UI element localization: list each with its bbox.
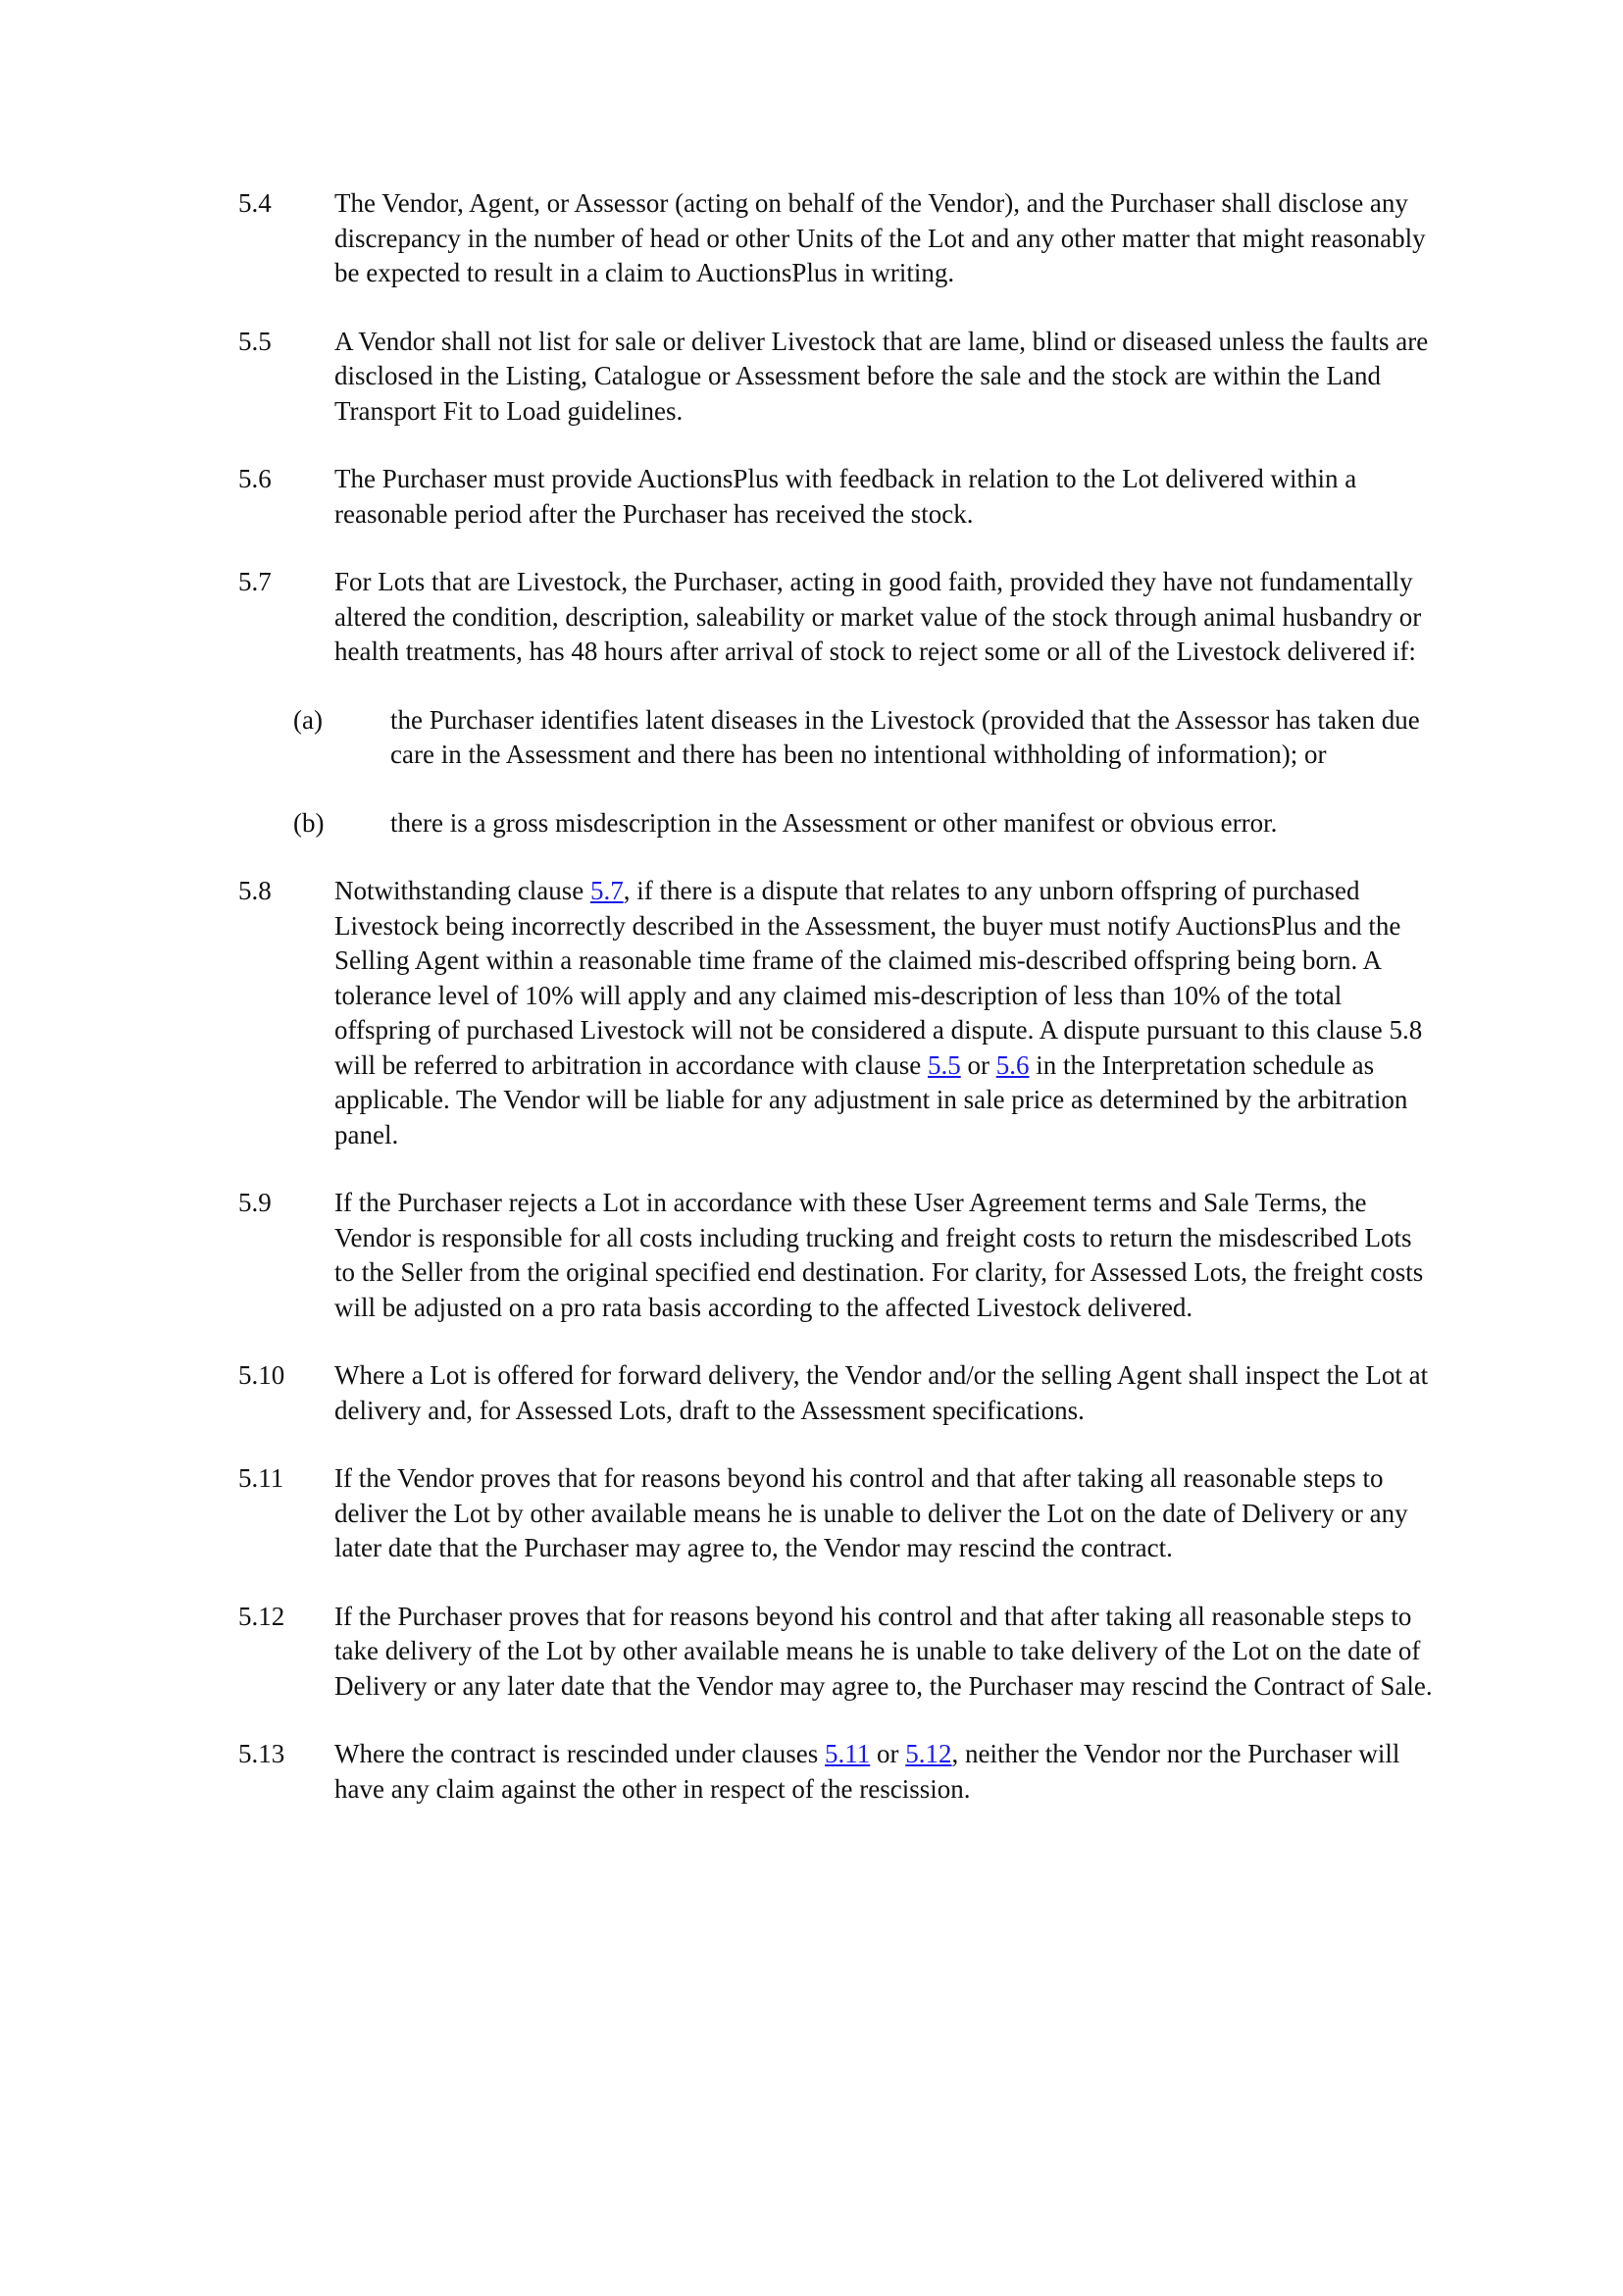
clause-text-part: , if there is a dispute that relates to any unborn offspring of purchased Livestock being incorrectly described in the Assessment, the buyer must notify AuctionsPlus and the Selling Agent within a reasonable time frame of the claimed mis-described offspring being born. A tolerance level of 10% will apply and any claimed mis-description of less than 10% of the total offspring of purchased Livestock will not be considered a dispute. A dispute pursuant to this clause 5.8 will be referred to arbitration in accordance with clause: [334, 876, 1423, 1080]
clause-text: If the Vendor proves that for reasons beyond his control and that after taking all reasonable steps to deliver the Lot by other available means he is unable to deliver the Lot on the date of Delivery or any later date that the Purchaser may agree to, the Vendor may rescind the contract.: [334, 1463, 1408, 1562]
sub-clause-label: (b): [293, 807, 325, 838]
clause-text: For Lots that are Livestock, the Purchaser, acting in good faith, provided they have not fundamentally altered the condition, description, saleability or market value of the stock through animal husbandry or health treatments, has 48 hours after arrival of stock to reject some or all of the Livestock delivered if:: [334, 567, 1422, 666]
clause-text-part: Notwithstanding clause: [334, 876, 590, 905]
clause-5-13: [238, 1737, 1435, 1807]
clause-number: 5.10: [238, 1360, 285, 1390]
clause-link-5-11[interactable]: 5.11: [825, 1739, 871, 1768]
clause-text: [334, 874, 1435, 1152]
clause-5-7: [238, 565, 1435, 841]
clause-5-11: [238, 1461, 1435, 1566]
clause-number: 5.13: [238, 1739, 285, 1768]
clause-number: 5.8: [238, 876, 272, 905]
clause-5-9: [238, 1186, 1435, 1325]
clause-5-6: [238, 462, 1435, 532]
clause-text: If the Purchaser proves that for reasons beyond his control and that after taking all reasonable steps to take delivery of the Lot by other available means he is unable to take delivery of the Lot on the date of Delivery or any later date that the Vendor may agree to, the Purchaser may rescind the Contract of Sale.: [334, 1601, 1433, 1701]
clause-number: 5.5: [238, 326, 272, 356]
clause-text: The Vendor, Agent, or Assessor (acting on behalf of the Vendor), and the Purchaser shall disclose any discrepancy in the number of head or other Units of the Lot and any other matter that might reasonably be expected to result in a claim to AuctionsPlus in writing.: [334, 188, 1426, 287]
clause-text: The Purchaser must provide AuctionsPlus with feedback in relation to the Lot delivered within a reasonable period after the Purchaser has received the stock.: [334, 464, 1357, 529]
clause-text: Where a Lot is offered for forward delivery, the Vendor and/or the selling Agent shall inspect the Lot at delivery and, for Assessed Lots, draft to the Assessment specifications.: [334, 1360, 1429, 1425]
sub-clause-list: [238, 703, 1435, 842]
clause-number: 5.6: [238, 464, 272, 493]
sub-clause-text: there is a gross misdescription in the Assessment or other manifest or obvious error.: [390, 807, 1278, 838]
clause-number: 5.7: [238, 567, 272, 596]
clause-5-8: [238, 874, 1435, 1152]
clause-link-5-5[interactable]: 5.5: [927, 1049, 961, 1080]
clause-text: If the Purchaser rejects a Lot in accordance with these User Agreement terms and Sale Terms, the Vendor is responsible for all costs including trucking and freight costs to return the misdescribed Lots to the Seller from the original specified end destination. For clarity, for Assessed Lots, the freight costs will be adjusted on a pro rata basis according to the affected Livestock delivered.: [334, 1188, 1424, 1322]
clause-text-part: Where the contract is rescinded under clauses: [334, 1739, 826, 1768]
clause-5-10: [238, 1358, 1435, 1428]
clause-5-12: [238, 1600, 1435, 1705]
clause-list: [238, 186, 1435, 1840]
sub-clause-a: [238, 703, 1435, 773]
clause-5-5: [238, 325, 1435, 430]
clause-text-part: or: [870, 1739, 906, 1768]
clause-text: A Vendor shall not list for sale or deliver Livestock that are lame, blind or diseased unless the faults are disclosed in the Listing, Catalogue or Assessment before the sale and the stock are within the Land Transport Fit to Load guidelines.: [334, 326, 1429, 426]
sub-clause-text: the Purchaser identifies latent diseases in the Livestock (provided that the Assessor has taken due care in the Assessment and there has been no intentional withholding of information); or: [390, 704, 1420, 769]
sub-clause-label: (a): [293, 704, 323, 735]
clause-text-part: in the Interpretation schedule as applicable. The Vendor will be liable for any adjustment in sale price as determined by the arbitration panel.: [334, 1049, 1408, 1149]
clause-number: 5.4: [238, 188, 272, 218]
clause-text-part: or: [960, 1049, 996, 1080]
clause-text-part: , neither the Vendor nor the Purchaser will have any claim against the other in respect of the rescission.: [334, 1739, 1400, 1804]
clause-text: [334, 1737, 1435, 1807]
clause-number: 5.12: [238, 1601, 285, 1631]
clause-link-5-7[interactable]: 5.7: [589, 876, 624, 905]
sub-clause-b: [238, 806, 1435, 842]
clause-link-5-12[interactable]: 5.12: [905, 1739, 952, 1768]
clause-number: 5.9: [238, 1188, 272, 1217]
clause-link-5-6[interactable]: 5.6: [995, 1049, 1030, 1080]
clause-5-4: [238, 186, 1435, 291]
clause-number: 5.11: [238, 1463, 284, 1493]
